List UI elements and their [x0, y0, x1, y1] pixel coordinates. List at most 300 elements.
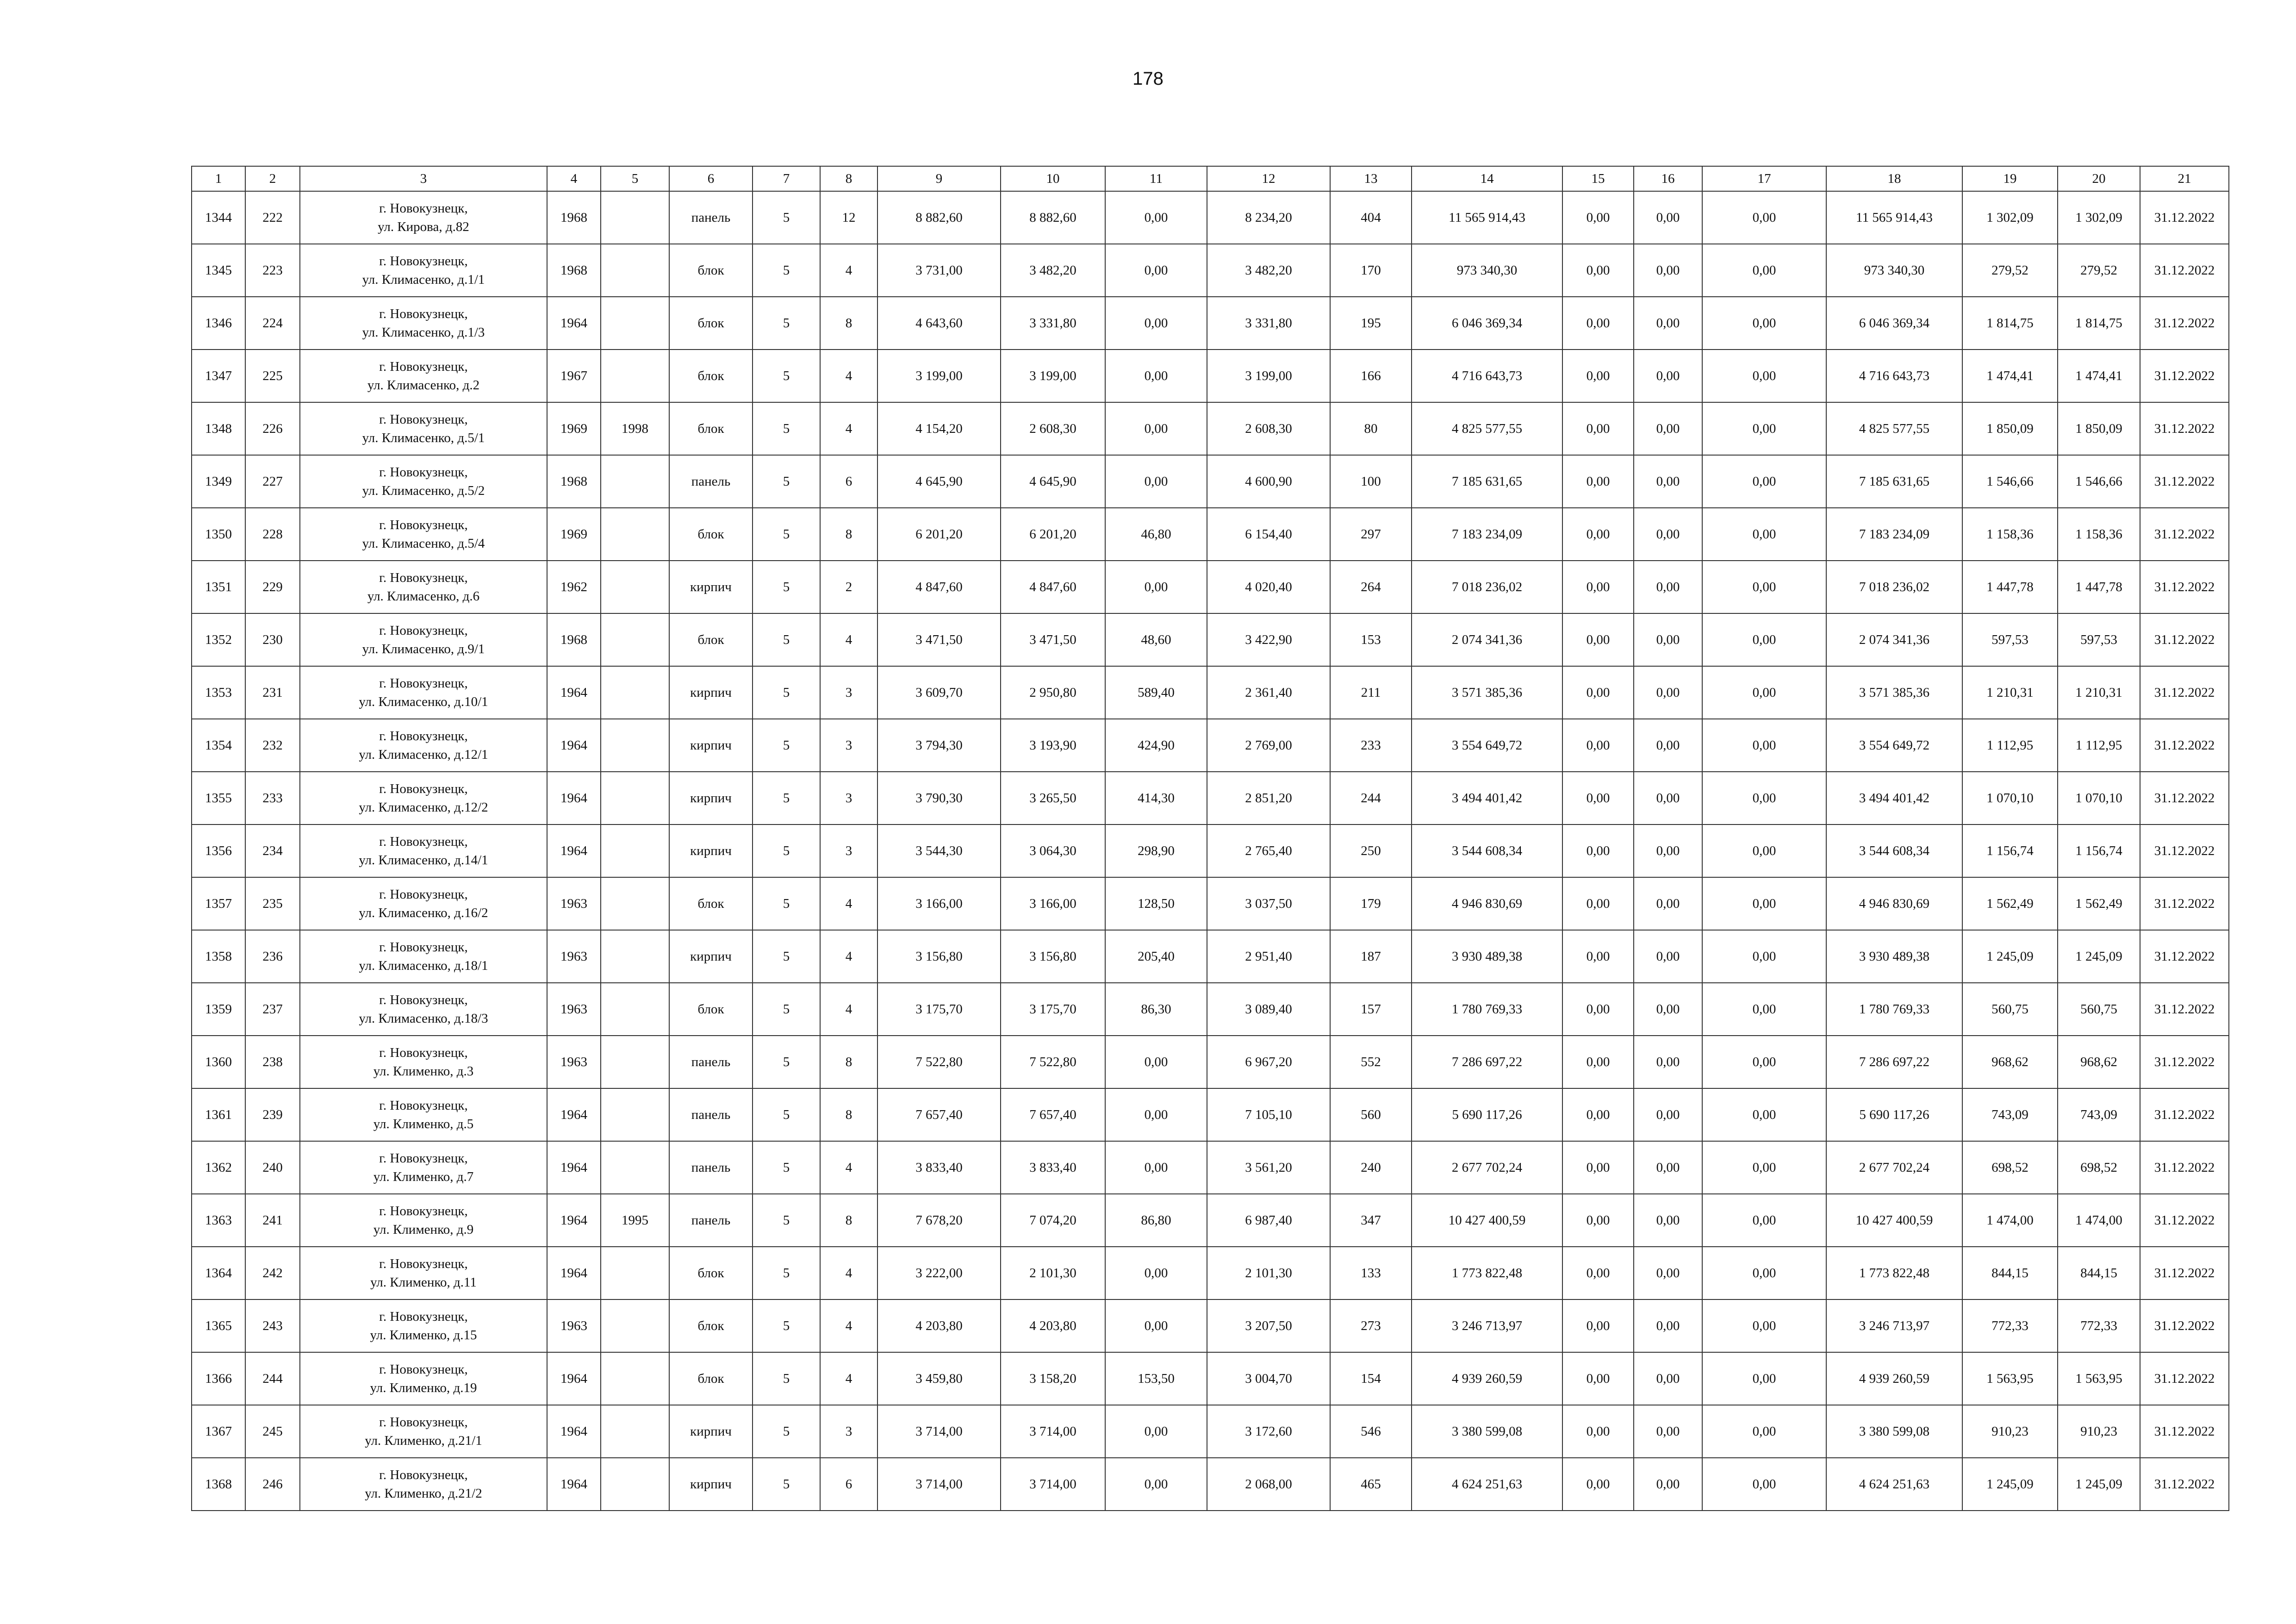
- cell-col-16: 0,00: [1634, 297, 1702, 350]
- cell-col-7: 5: [753, 191, 820, 244]
- cell-col-10: 3 158,20: [1001, 1352, 1105, 1405]
- column-header-8: 8: [820, 166, 877, 191]
- cell-col-1: 1366: [192, 1352, 245, 1405]
- cell-col-5: [601, 1405, 669, 1458]
- cell-col-1: 1346: [192, 297, 245, 350]
- cell-col-17: 0,00: [1702, 772, 1826, 824]
- cell-col-18: 7 183 234,09: [1826, 508, 1962, 561]
- cell-col-21: 31.12.2022: [2140, 402, 2229, 455]
- cell-col-2: 243: [245, 1299, 300, 1352]
- address-cell: [300, 613, 547, 666]
- cell-col-13: 195: [1330, 297, 1412, 350]
- cell-col-6: кирпич: [669, 561, 753, 613]
- column-header-6: 6: [669, 166, 753, 191]
- cell-col-20: 1 474,41: [2058, 350, 2140, 402]
- cell-col-4: 1964: [547, 1458, 601, 1511]
- table-row: [192, 877, 2229, 930]
- cell-col-11: 0,00: [1105, 191, 1207, 244]
- cell-col-21: 31.12.2022: [2140, 983, 2229, 1036]
- cell-col-20: 1 210,31: [2058, 666, 2140, 719]
- cell-col-6: кирпич: [669, 719, 753, 772]
- cell-col-11: 0,00: [1105, 350, 1207, 402]
- cell-col-15: 0,00: [1562, 402, 1634, 455]
- cell-col-18: 11 565 914,43: [1826, 191, 1962, 244]
- column-header-1: 1: [192, 166, 245, 191]
- cell-col-15: 0,00: [1562, 244, 1634, 297]
- cell-col-2: 232: [245, 719, 300, 772]
- cell-col-16: 0,00: [1634, 666, 1702, 719]
- cell-col-8: 6: [820, 1458, 877, 1511]
- cell-col-4: 1964: [547, 824, 601, 877]
- address-street: ул. Клименко, д.19: [370, 1380, 477, 1395]
- cell-col-2: 237: [245, 983, 300, 1036]
- cell-col-1: 1365: [192, 1299, 245, 1352]
- address-street: ул. Клименко, д.11: [370, 1275, 477, 1290]
- address-city: г. Новокузнецк,: [379, 412, 468, 427]
- cell-col-12: 4 600,90: [1207, 455, 1330, 508]
- cell-col-7: 5: [753, 402, 820, 455]
- cell-col-20: 1 158,36: [2058, 508, 2140, 561]
- cell-col-1: 1361: [192, 1088, 245, 1141]
- cell-col-12: 3 004,70: [1207, 1352, 1330, 1405]
- cell-col-7: 5: [753, 1405, 820, 1458]
- cell-col-5: [601, 1141, 669, 1194]
- cell-col-8: 4: [820, 983, 877, 1036]
- column-header-2: 2: [245, 166, 300, 191]
- cell-col-5: [601, 1036, 669, 1088]
- cell-col-19: 1 850,09: [1962, 402, 2058, 455]
- cell-col-19: 1 563,95: [1962, 1352, 2058, 1405]
- column-header-10: 10: [1001, 166, 1105, 191]
- cell-col-20: 844,15: [2058, 1247, 2140, 1299]
- cell-col-12: 2 068,00: [1207, 1458, 1330, 1511]
- cell-col-5: [601, 1088, 669, 1141]
- cell-col-21: 31.12.2022: [2140, 613, 2229, 666]
- cell-col-17: 0,00: [1702, 244, 1826, 297]
- cell-col-18: 10 427 400,59: [1826, 1194, 1962, 1247]
- cell-col-12: 3 172,60: [1207, 1405, 1330, 1458]
- cell-col-19: 1 156,74: [1962, 824, 2058, 877]
- cell-col-4: 1964: [547, 1352, 601, 1405]
- cell-col-5: [601, 455, 669, 508]
- cell-col-13: 404: [1330, 191, 1412, 244]
- cell-col-18: 4 939 260,59: [1826, 1352, 1962, 1405]
- cell-col-2: 223: [245, 244, 300, 297]
- cell-col-11: 128,50: [1105, 877, 1207, 930]
- cell-col-1: 1362: [192, 1141, 245, 1194]
- cell-col-16: 0,00: [1634, 1194, 1702, 1247]
- cell-col-11: 48,60: [1105, 613, 1207, 666]
- cell-col-14: 1 780 769,33: [1412, 983, 1562, 1036]
- cell-col-15: 0,00: [1562, 1405, 1634, 1458]
- cell-col-11: 0,00: [1105, 561, 1207, 613]
- cell-col-9: 8 882,60: [877, 191, 1001, 244]
- cell-col-15: 0,00: [1562, 772, 1634, 824]
- cell-col-16: 0,00: [1634, 402, 1702, 455]
- cell-col-20: 1 112,95: [2058, 719, 2140, 772]
- cell-col-17: 0,00: [1702, 297, 1826, 350]
- address-city: г. Новокузнецк,: [379, 1151, 468, 1166]
- address-cell: [300, 1299, 547, 1352]
- cell-col-14: 4 716 643,73: [1412, 350, 1562, 402]
- cell-col-7: 5: [753, 719, 820, 772]
- cell-col-19: 910,23: [1962, 1405, 2058, 1458]
- cell-col-11: 0,00: [1105, 1247, 1207, 1299]
- cell-col-16: 0,00: [1634, 877, 1702, 930]
- cell-col-17: 0,00: [1702, 1352, 1826, 1405]
- cell-col-12: 3 561,20: [1207, 1141, 1330, 1194]
- address-street: ул. Климасенко, д.1/3: [362, 325, 485, 340]
- cell-col-20: 1 546,66: [2058, 455, 2140, 508]
- cell-col-13: 240: [1330, 1141, 1412, 1194]
- address-city: г. Новокузнецк,: [379, 1256, 468, 1271]
- cell-col-5: [601, 772, 669, 824]
- cell-col-5: [601, 613, 669, 666]
- cell-col-13: 297: [1330, 508, 1412, 561]
- cell-col-4: 1968: [547, 244, 601, 297]
- cell-col-11: 424,90: [1105, 719, 1207, 772]
- table-row: [192, 508, 2229, 561]
- cell-col-12: 2 769,00: [1207, 719, 1330, 772]
- cell-col-8: 3: [820, 772, 877, 824]
- cell-col-12: 2 851,20: [1207, 772, 1330, 824]
- cell-col-6: панель: [669, 455, 753, 508]
- column-header-17: 17: [1702, 166, 1826, 191]
- address-cell: [300, 1352, 547, 1405]
- column-header-15: 15: [1562, 166, 1634, 191]
- cell-col-20: 772,33: [2058, 1299, 2140, 1352]
- cell-col-19: 279,52: [1962, 244, 2058, 297]
- cell-col-9: 3 731,00: [877, 244, 1001, 297]
- cell-col-14: 6 046 369,34: [1412, 297, 1562, 350]
- cell-col-1: 1360: [192, 1036, 245, 1088]
- cell-col-11: 86,30: [1105, 983, 1207, 1036]
- cell-col-17: 0,00: [1702, 824, 1826, 877]
- cell-col-16: 0,00: [1634, 350, 1702, 402]
- cell-col-19: 1 245,09: [1962, 1458, 2058, 1511]
- cell-col-4: 1963: [547, 930, 601, 983]
- cell-col-21: 31.12.2022: [2140, 508, 2229, 561]
- cell-col-14: 7 185 631,65: [1412, 455, 1562, 508]
- cell-col-21: 31.12.2022: [2140, 1141, 2229, 1194]
- cell-col-14: 4 939 260,59: [1412, 1352, 1562, 1405]
- address-cell: [300, 877, 547, 930]
- cell-col-8: 8: [820, 1088, 877, 1141]
- address-cell: [300, 508, 547, 561]
- cell-col-2: 226: [245, 402, 300, 455]
- cell-col-19: 1 447,78: [1962, 561, 2058, 613]
- address-cell: [300, 666, 547, 719]
- cell-col-19: 1 158,36: [1962, 508, 2058, 561]
- cell-col-6: панель: [669, 1141, 753, 1194]
- cell-col-4: 1969: [547, 402, 601, 455]
- cell-col-2: 242: [245, 1247, 300, 1299]
- address-city: г. Новокузнецк,: [379, 570, 468, 585]
- cell-col-18: 3 246 713,97: [1826, 1299, 1962, 1352]
- column-header-13: 13: [1330, 166, 1412, 191]
- cell-col-8: 8: [820, 1036, 877, 1088]
- column-header-21: 21: [2140, 166, 2229, 191]
- cell-col-20: 698,52: [2058, 1141, 2140, 1194]
- cell-col-21: 31.12.2022: [2140, 1194, 2229, 1247]
- address-city: г. Новокузнецк,: [379, 1045, 468, 1060]
- cell-col-8: 4: [820, 1352, 877, 1405]
- cell-col-18: 3 494 401,42: [1826, 772, 1962, 824]
- cell-col-18: 7 286 697,22: [1826, 1036, 1962, 1088]
- cell-col-8: 8: [820, 297, 877, 350]
- cell-col-6: блок: [669, 983, 753, 1036]
- cell-col-8: 4: [820, 613, 877, 666]
- address-street: ул. Климасенко, д.5/4: [362, 536, 485, 551]
- cell-col-14: 7 286 697,22: [1412, 1036, 1562, 1088]
- cell-col-13: 133: [1330, 1247, 1412, 1299]
- address-street: ул. Климасенко, д.18/3: [359, 1011, 488, 1026]
- cell-col-15: 0,00: [1562, 1247, 1634, 1299]
- cell-col-4: 1964: [547, 297, 601, 350]
- cell-col-14: 2 074 341,36: [1412, 613, 1562, 666]
- table-row: [192, 772, 2229, 824]
- cell-col-18: 973 340,30: [1826, 244, 1962, 297]
- cell-col-18: 4 825 577,55: [1826, 402, 1962, 455]
- cell-col-18: 3 544 608,34: [1826, 824, 1962, 877]
- cell-col-7: 5: [753, 1299, 820, 1352]
- cell-col-4: 1964: [547, 1194, 601, 1247]
- table-row: [192, 666, 2229, 719]
- cell-col-21: 31.12.2022: [2140, 1247, 2229, 1299]
- cell-col-19: 1 474,41: [1962, 350, 2058, 402]
- cell-col-9: 3 794,30: [877, 719, 1001, 772]
- cell-col-13: 233: [1330, 719, 1412, 772]
- cell-col-2: 236: [245, 930, 300, 983]
- cell-col-8: 4: [820, 930, 877, 983]
- table-row: [192, 1405, 2229, 1458]
- cell-col-8: 4: [820, 1141, 877, 1194]
- cell-col-21: 31.12.2022: [2140, 824, 2229, 877]
- address-cell: [300, 772, 547, 824]
- cell-col-8: 4: [820, 350, 877, 402]
- address-city: г. Новокузнецк,: [379, 834, 468, 849]
- cell-col-7: 5: [753, 508, 820, 561]
- column-header-7: 7: [753, 166, 820, 191]
- cell-col-6: блок: [669, 244, 753, 297]
- cell-col-7: 5: [753, 350, 820, 402]
- cell-col-13: 244: [1330, 772, 1412, 824]
- cell-col-12: 6 154,40: [1207, 508, 1330, 561]
- address-cell: [300, 1247, 547, 1299]
- cell-col-1: 1368: [192, 1458, 245, 1511]
- cell-col-1: 1354: [192, 719, 245, 772]
- cell-col-7: 5: [753, 1352, 820, 1405]
- cell-col-9: 3 459,80: [877, 1352, 1001, 1405]
- cell-col-10: 4 203,80: [1001, 1299, 1105, 1352]
- cell-col-4: 1963: [547, 983, 601, 1036]
- cell-col-6: кирпич: [669, 772, 753, 824]
- cell-col-15: 0,00: [1562, 666, 1634, 719]
- address-street: ул. Клименко, д.7: [373, 1169, 474, 1184]
- cell-col-15: 0,00: [1562, 455, 1634, 508]
- cell-col-14: 3 571 385,36: [1412, 666, 1562, 719]
- cell-col-10: 8 882,60: [1001, 191, 1105, 244]
- cell-col-17: 0,00: [1702, 402, 1826, 455]
- cell-col-2: 240: [245, 1141, 300, 1194]
- address-city: г. Новокузнецк,: [379, 465, 468, 480]
- cell-col-7: 5: [753, 1141, 820, 1194]
- cell-col-17: 0,00: [1702, 719, 1826, 772]
- cell-col-17: 0,00: [1702, 666, 1826, 719]
- cell-col-4: 1967: [547, 350, 601, 402]
- cell-col-18: 4 624 251,63: [1826, 1458, 1962, 1511]
- cell-col-1: 1348: [192, 402, 245, 455]
- cell-col-15: 0,00: [1562, 824, 1634, 877]
- cell-col-21: 31.12.2022: [2140, 350, 2229, 402]
- cell-col-5: [601, 508, 669, 561]
- cell-col-13: 546: [1330, 1405, 1412, 1458]
- cell-col-6: блок: [669, 1299, 753, 1352]
- cell-col-4: 1964: [547, 1088, 601, 1141]
- cell-col-15: 0,00: [1562, 1352, 1634, 1405]
- address-city: г. Новокузнецк,: [379, 676, 468, 691]
- cell-col-5: [601, 561, 669, 613]
- cell-col-20: 1 562,49: [2058, 877, 2140, 930]
- cell-col-18: 2 677 702,24: [1826, 1141, 1962, 1194]
- cell-col-10: 2 608,30: [1001, 402, 1105, 455]
- cell-col-9: 4 203,80: [877, 1299, 1001, 1352]
- cell-col-18: 3 554 649,72: [1826, 719, 1962, 772]
- cell-col-13: 153: [1330, 613, 1412, 666]
- cell-col-13: 560: [1330, 1088, 1412, 1141]
- cell-col-7: 5: [753, 877, 820, 930]
- cell-col-6: кирпич: [669, 824, 753, 877]
- table-row: [192, 1141, 2229, 1194]
- address-city: г. Новокузнецк,: [379, 940, 468, 955]
- column-header-4: 4: [547, 166, 601, 191]
- cell-col-1: 1357: [192, 877, 245, 930]
- cell-col-14: 3 246 713,97: [1412, 1299, 1562, 1352]
- cell-col-4: 1968: [547, 191, 601, 244]
- address-street: ул. Климасенко, д.5/1: [362, 431, 485, 445]
- cell-col-20: 1 156,74: [2058, 824, 2140, 877]
- cell-col-7: 5: [753, 297, 820, 350]
- cell-col-15: 0,00: [1562, 1194, 1634, 1247]
- cell-col-1: 1352: [192, 613, 245, 666]
- table-row: [192, 561, 2229, 613]
- address-cell: [300, 455, 547, 508]
- cell-col-14: 3 380 599,08: [1412, 1405, 1562, 1458]
- cell-col-19: 1 210,31: [1962, 666, 2058, 719]
- address-cell: [300, 244, 547, 297]
- address-street: ул. Климасенко, д.2: [367, 378, 480, 393]
- cell-col-7: 5: [753, 666, 820, 719]
- cell-col-1: 1355: [192, 772, 245, 824]
- cell-col-9: 3 609,70: [877, 666, 1001, 719]
- column-number-header-row: [192, 166, 2229, 191]
- address-street: ул. Клименко, д.21/2: [365, 1486, 482, 1501]
- cell-col-13: 166: [1330, 350, 1412, 402]
- cell-col-6: блок: [669, 877, 753, 930]
- cell-col-21: 31.12.2022: [2140, 1036, 2229, 1088]
- address-cell: [300, 350, 547, 402]
- cell-col-16: 0,00: [1634, 1036, 1702, 1088]
- cell-col-11: 46,80: [1105, 508, 1207, 561]
- cell-col-1: 1344: [192, 191, 245, 244]
- cell-col-16: 0,00: [1634, 455, 1702, 508]
- cell-col-16: 0,00: [1634, 1352, 1702, 1405]
- table-row: [192, 983, 2229, 1036]
- cell-col-2: 239: [245, 1088, 300, 1141]
- cell-col-7: 5: [753, 561, 820, 613]
- cell-col-12: 3 089,40: [1207, 983, 1330, 1036]
- cell-col-13: 157: [1330, 983, 1412, 1036]
- cell-col-18: 5 690 117,26: [1826, 1088, 1962, 1141]
- cell-col-15: 0,00: [1562, 1036, 1634, 1088]
- cell-col-21: 31.12.2022: [2140, 561, 2229, 613]
- cell-col-6: блок: [669, 613, 753, 666]
- cell-col-10: 7 074,20: [1001, 1194, 1105, 1247]
- cell-col-10: 3 331,80: [1001, 297, 1105, 350]
- cell-col-2: 245: [245, 1405, 300, 1458]
- address-cell: [300, 297, 547, 350]
- cell-col-17: 0,00: [1702, 1141, 1826, 1194]
- cell-col-19: 597,53: [1962, 613, 2058, 666]
- cell-col-21: 31.12.2022: [2140, 719, 2229, 772]
- cell-col-1: 1350: [192, 508, 245, 561]
- cell-col-16: 0,00: [1634, 983, 1702, 1036]
- cell-col-5: [601, 983, 669, 1036]
- cell-col-20: 910,23: [2058, 1405, 2140, 1458]
- cell-col-17: 0,00: [1702, 350, 1826, 402]
- cell-col-4: 1963: [547, 877, 601, 930]
- table-row: [192, 1194, 2229, 1247]
- cell-col-8: 3: [820, 666, 877, 719]
- cell-col-9: 3 199,00: [877, 350, 1001, 402]
- column-header-18: 18: [1826, 166, 1962, 191]
- cell-col-6: кирпич: [669, 1458, 753, 1511]
- table-row: [192, 350, 2229, 402]
- cell-col-16: 0,00: [1634, 613, 1702, 666]
- cell-col-15: 0,00: [1562, 508, 1634, 561]
- cell-col-12: 3 422,90: [1207, 613, 1330, 666]
- cell-col-10: 2 950,80: [1001, 666, 1105, 719]
- cell-col-12: 2 951,40: [1207, 930, 1330, 983]
- cell-col-10: 3 193,90: [1001, 719, 1105, 772]
- cell-col-20: 1 245,09: [2058, 930, 2140, 983]
- cell-col-17: 0,00: [1702, 613, 1826, 666]
- cell-col-11: 298,90: [1105, 824, 1207, 877]
- cell-col-18: 1 780 769,33: [1826, 983, 1962, 1036]
- cell-col-18: 3 380 599,08: [1826, 1405, 1962, 1458]
- cell-col-16: 0,00: [1634, 508, 1702, 561]
- cell-col-12: 2 361,40: [1207, 666, 1330, 719]
- cell-col-18: 7 018 236,02: [1826, 561, 1962, 613]
- cell-col-12: 7 105,10: [1207, 1088, 1330, 1141]
- cell-col-17: 0,00: [1702, 1458, 1826, 1511]
- cell-col-6: кирпич: [669, 1405, 753, 1458]
- cell-col-17: 0,00: [1702, 1405, 1826, 1458]
- cell-col-14: 5 690 117,26: [1412, 1088, 1562, 1141]
- address-city: г. Новокузнецк,: [379, 993, 468, 1007]
- cell-col-8: 3: [820, 1405, 877, 1458]
- address-city: г. Новокузнецк,: [379, 729, 468, 743]
- column-header-20: 20: [2058, 166, 2140, 191]
- cell-col-11: 0,00: [1105, 1036, 1207, 1088]
- cell-col-9: 3 790,30: [877, 772, 1001, 824]
- cell-col-11: 205,40: [1105, 930, 1207, 983]
- column-header-12: 12: [1207, 166, 1330, 191]
- cell-col-15: 0,00: [1562, 613, 1634, 666]
- cell-col-9: 7 522,80: [877, 1036, 1001, 1088]
- address-street: ул. Климасенко, д.18/1: [359, 958, 488, 973]
- cell-col-4: 1964: [547, 1405, 601, 1458]
